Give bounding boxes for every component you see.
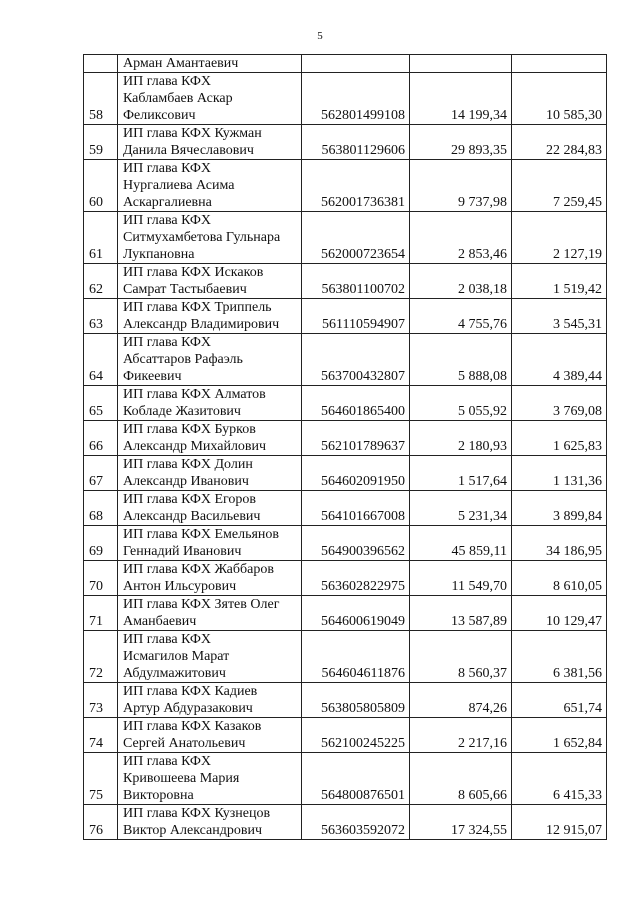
cell-v1: 13 587,89 bbox=[410, 596, 512, 631]
cell-name: ИП глава КФХ Кабламбаев Аскар Феликсович bbox=[118, 73, 302, 125]
cell-v2: 10 129,47 bbox=[512, 596, 607, 631]
cell-inn: 562000723654 bbox=[302, 212, 410, 264]
cell-inn: 563801100702 bbox=[302, 264, 410, 299]
cell-v2: 1 625,83 bbox=[512, 421, 607, 456]
cell-inn: 562801499108 bbox=[302, 73, 410, 125]
cell-num: 62 bbox=[84, 264, 118, 299]
table-row bbox=[84, 264, 607, 299]
cell-name: ИП глава КФХ Кужман Данила Вячеславович bbox=[118, 125, 302, 160]
cell-num: 76 bbox=[84, 805, 118, 840]
cell-num: 59 bbox=[84, 125, 118, 160]
cell-v2 bbox=[512, 55, 607, 73]
cell-v1: 2 180,93 bbox=[410, 421, 512, 456]
cell-name: ИП глава КФХ Триппель Александр Владимирович bbox=[118, 299, 302, 334]
table-row bbox=[84, 334, 607, 386]
cell-inn: 562001736381 bbox=[302, 160, 410, 212]
cell-v2: 6 415,33 bbox=[512, 753, 607, 805]
table-row bbox=[84, 386, 607, 421]
cell-name: ИП глава КФХ Егоров Александр Васильевич bbox=[118, 491, 302, 526]
cell-inn: 563603592072 bbox=[302, 805, 410, 840]
cell-name: ИП глава КФХ Емельянов Геннадий Иванович bbox=[118, 526, 302, 561]
cell-v2: 8 610,05 bbox=[512, 561, 607, 596]
cell-name: ИП глава КФХ Казаков Сергей Анатольевич bbox=[118, 718, 302, 753]
cell-v1: 874,26 bbox=[410, 683, 512, 718]
cell-num: 70 bbox=[84, 561, 118, 596]
cell-num: 66 bbox=[84, 421, 118, 456]
cell-num: 61 bbox=[84, 212, 118, 264]
cell-v1: 9 737,98 bbox=[410, 160, 512, 212]
table-row bbox=[84, 456, 607, 491]
cell-v1: 4 755,76 bbox=[410, 299, 512, 334]
table-row bbox=[84, 683, 607, 718]
cell-name: ИП глава КФХ Нургалиева Асима Аскаргалиевна bbox=[118, 160, 302, 212]
table-row bbox=[84, 55, 607, 73]
table-row bbox=[84, 73, 607, 125]
table-row bbox=[84, 596, 607, 631]
cell-num: 69 bbox=[84, 526, 118, 561]
cell-name: ИП глава КФХ Искаков Самрат Тастыбаевич bbox=[118, 264, 302, 299]
cell-inn: 563801129606 bbox=[302, 125, 410, 160]
cell-v1: 17 324,55 bbox=[410, 805, 512, 840]
cell-v2: 651,74 bbox=[512, 683, 607, 718]
cell-num: 75 bbox=[84, 753, 118, 805]
cell-num: 71 bbox=[84, 596, 118, 631]
cell-num: 63 bbox=[84, 299, 118, 334]
cell-name: ИП глава КФХ Бурков Александр Михайлович bbox=[118, 421, 302, 456]
cell-name: ИП глава КФХ Жаббаров Антон Ильсурович bbox=[118, 561, 302, 596]
cell-inn: 564101667008 bbox=[302, 491, 410, 526]
cell-inn: 564604611876 bbox=[302, 631, 410, 683]
table-row bbox=[84, 421, 607, 456]
cell-v1: 8 560,37 bbox=[410, 631, 512, 683]
cell-num: 64 bbox=[84, 334, 118, 386]
cell-v1: 29 893,35 bbox=[410, 125, 512, 160]
cell-name: Арман Амантаевич bbox=[118, 55, 302, 73]
cell-num: 72 bbox=[84, 631, 118, 683]
cell-v1: 11 549,70 bbox=[410, 561, 512, 596]
cell-name: ИП глава КФХ Зятев Олег Аманбаевич bbox=[118, 596, 302, 631]
cell-inn: 563602822975 bbox=[302, 561, 410, 596]
cell-v1: 2 217,16 bbox=[410, 718, 512, 753]
cell-v1: 45 859,11 bbox=[410, 526, 512, 561]
cell-inn: 564800876501 bbox=[302, 753, 410, 805]
cell-v2: 1 519,42 bbox=[512, 264, 607, 299]
cell-v2: 1 652,84 bbox=[512, 718, 607, 753]
cell-num: 67 bbox=[84, 456, 118, 491]
cell-inn bbox=[302, 55, 410, 73]
cell-name: ИП глава КФХ Исмагилов Марат Абдулмажитович bbox=[118, 631, 302, 683]
table-row bbox=[84, 125, 607, 160]
cell-inn: 564900396562 bbox=[302, 526, 410, 561]
cell-num: 65 bbox=[84, 386, 118, 421]
cell-num: 58 bbox=[84, 73, 118, 125]
table-row bbox=[84, 526, 607, 561]
cell-v1: 2 038,18 bbox=[410, 264, 512, 299]
cell-v1: 2 853,46 bbox=[410, 212, 512, 264]
table-row bbox=[84, 753, 607, 805]
table-row bbox=[84, 299, 607, 334]
cell-inn: 563805805809 bbox=[302, 683, 410, 718]
table-row bbox=[84, 491, 607, 526]
cell-v1: 8 605,66 bbox=[410, 753, 512, 805]
cell-v1 bbox=[410, 55, 512, 73]
cell-v2: 34 186,95 bbox=[512, 526, 607, 561]
cell-inn: 562100245225 bbox=[302, 718, 410, 753]
cell-v1: 1 517,64 bbox=[410, 456, 512, 491]
cell-inn: 562101789637 bbox=[302, 421, 410, 456]
table-row bbox=[84, 718, 607, 753]
table-row bbox=[84, 212, 607, 264]
table-body bbox=[84, 55, 607, 840]
cell-v2: 22 284,83 bbox=[512, 125, 607, 160]
cell-name: ИП глава КФХ Абсаттаров Рафаэль Фикеевич bbox=[118, 334, 302, 386]
cell-v2: 3 545,31 bbox=[512, 299, 607, 334]
cell-v2: 3 769,08 bbox=[512, 386, 607, 421]
cell-inn: 564600619049 bbox=[302, 596, 410, 631]
cell-inn: 564601865400 bbox=[302, 386, 410, 421]
table-row bbox=[84, 561, 607, 596]
table-row bbox=[84, 160, 607, 212]
cell-inn: 561110594907 bbox=[302, 299, 410, 334]
cell-v2: 3 899,84 bbox=[512, 491, 607, 526]
cell-num: 74 bbox=[84, 718, 118, 753]
cell-name: ИП глава КФХ Алматов Кобладе Жазитович bbox=[118, 386, 302, 421]
cell-inn: 564602091950 bbox=[302, 456, 410, 491]
table-row bbox=[84, 805, 607, 840]
cell-v2: 10 585,30 bbox=[512, 73, 607, 125]
cell-v2: 12 915,07 bbox=[512, 805, 607, 840]
cell-name: ИП глава КФХ Кривошеева Мария Викторовна bbox=[118, 753, 302, 805]
page-number: 5 bbox=[317, 30, 323, 42]
farm-subsidy-table bbox=[83, 54, 607, 840]
cell-v1: 5 055,92 bbox=[410, 386, 512, 421]
cell-v2: 4 389,44 bbox=[512, 334, 607, 386]
cell-num: 73 bbox=[84, 683, 118, 718]
cell-num bbox=[84, 55, 118, 73]
cell-num: 60 bbox=[84, 160, 118, 212]
cell-v2: 2 127,19 bbox=[512, 212, 607, 264]
cell-num: 68 bbox=[84, 491, 118, 526]
cell-v1: 14 199,34 bbox=[410, 73, 512, 125]
cell-v1: 5 888,08 bbox=[410, 334, 512, 386]
cell-inn: 563700432807 bbox=[302, 334, 410, 386]
cell-v1: 5 231,34 bbox=[410, 491, 512, 526]
cell-name: ИП глава КФХ Кузнецов Виктор Александрович bbox=[118, 805, 302, 840]
cell-name: ИП глава КФХ Кадиев Артур Абдуразакович bbox=[118, 683, 302, 718]
cell-name: ИП глава КФХ Ситмухамбетова Гульнара Лукпановна bbox=[118, 212, 302, 264]
cell-name: ИП глава КФХ Долин Александр Иванович bbox=[118, 456, 302, 491]
table-row bbox=[84, 631, 607, 683]
cell-v2: 6 381,56 bbox=[512, 631, 607, 683]
cell-v2: 1 131,36 bbox=[512, 456, 607, 491]
cell-v2: 7 259,45 bbox=[512, 160, 607, 212]
